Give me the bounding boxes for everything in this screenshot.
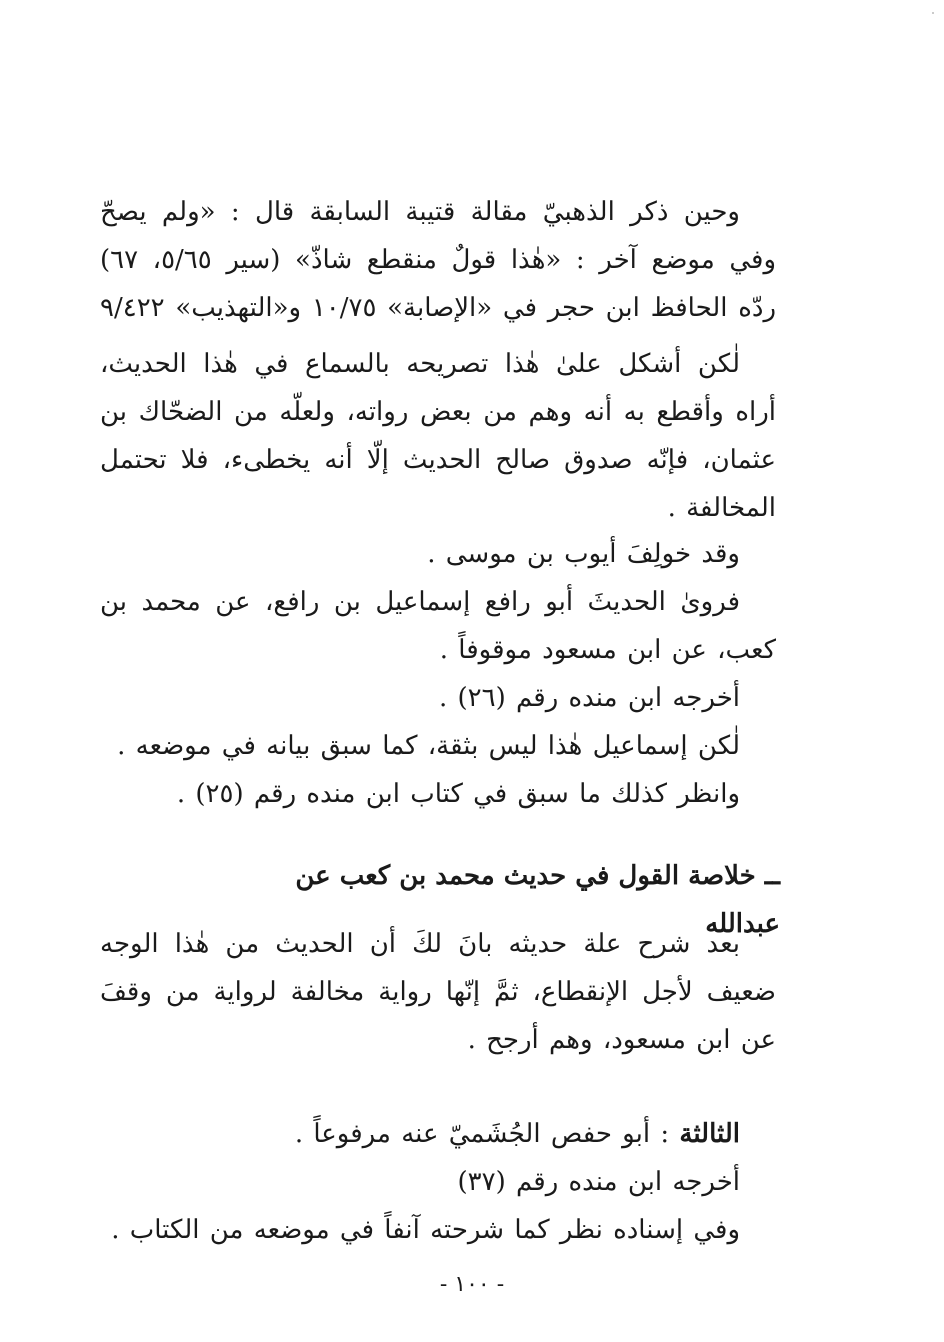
paragraph-3-line-1: وقد خولِفَ أيوب بن موسى . bbox=[427, 539, 740, 569]
paragraph-6-line-1 bbox=[100, 1110, 776, 1158]
section-heading: ــ خلاصة القول في حديث محمد بن كعب عن عبدالله bbox=[295, 861, 780, 939]
paragraph-5-line-3: عن ابن مسعود، وهم أرجح . bbox=[467, 1025, 776, 1055]
paragraph-1-line-1: وحين ذكر الذهبيّ مقالة قتيبة السابقة قال : «ولم يصحّ bbox=[100, 197, 740, 227]
paragraph-1 bbox=[100, 188, 776, 332]
paragraph-3-line-3: كعب، عن ابن مسعود موقوفاً . bbox=[439, 635, 776, 665]
paragraph-2-line-1: لٰكن أشكل علىٰ هٰذا تصريحه بالسماع في هٰذا الحديث، bbox=[100, 349, 740, 379]
paragraph-6-line-2: أخرجه ابن منده رقم (٣٧) bbox=[457, 1167, 740, 1197]
paragraph-1-line-2: وفي موضع آخر : «هٰذا قولٌ منقطع شاذّ» (سير ٥/٦٥، ٦٧) bbox=[100, 245, 776, 275]
paragraph-4-line-1: وانظر كذلك ما سبق في كتاب ابن منده رقم (٢٥) . bbox=[176, 779, 740, 809]
paragraph-4 bbox=[100, 770, 776, 818]
paragraph-2-line-3: عثمان، فإنّه صدوق صالح الحديث إلّا أنه يخطىء، فلا تحتمل bbox=[100, 445, 776, 475]
paragraph-6 bbox=[100, 1110, 776, 1254]
paragraph-2 bbox=[100, 340, 776, 532]
paragraph-6-label: الثالثة bbox=[679, 1119, 740, 1149]
paragraph-3 bbox=[100, 530, 776, 770]
paragraph-3-line-2: فرویٰ الحديثَ أبو رافع إسماعيل بن رافع، عن محمد بن bbox=[100, 587, 740, 617]
paragraph-6-line-1-text: : أبو حفص الجُشَميّ عنه مرفوعاً . bbox=[294, 1119, 680, 1149]
paragraph-6-line-3: وفي إسناده نظر كما شرحته آنفاً في موضعه من الكتاب . bbox=[111, 1215, 740, 1245]
paragraph-5-line-2: ضعيف لأجل الإنقطاع، ثمَّ إنّها رواية مخالفة لرواية من وقفَ bbox=[100, 977, 776, 1007]
paragraph-1-line-3: ردّه الحافظ ابن حجر في «الإصابة» ١٠/٧٥ و«التهذيب» ٩/٤٢٢ bbox=[100, 293, 776, 323]
paragraph-2-line-2: أراه وأقطع به أنه وهم من بعض رواته، ولعلّه من الضحّاك بن bbox=[100, 397, 776, 427]
paragraph-3-line-4: أخرجه ابن منده رقم (٢٦) . bbox=[438, 683, 740, 713]
paragraph-3-line-5: لٰكن إسماعيل هٰذا ليس بثقة، كما سبق بيانه في موضعه . bbox=[117, 731, 740, 761]
paragraph-2-line-4: المخالفة . bbox=[667, 493, 776, 523]
page-number: - ١٠٠ - bbox=[439, 1272, 505, 1297]
paragraph-5 bbox=[100, 920, 776, 1064]
scan-speck bbox=[932, 12, 934, 14]
paragraph-5-line-1: بعد شرح علة حديثه بانَ لكَ أن الحديث من هٰذا الوجه bbox=[100, 929, 740, 959]
